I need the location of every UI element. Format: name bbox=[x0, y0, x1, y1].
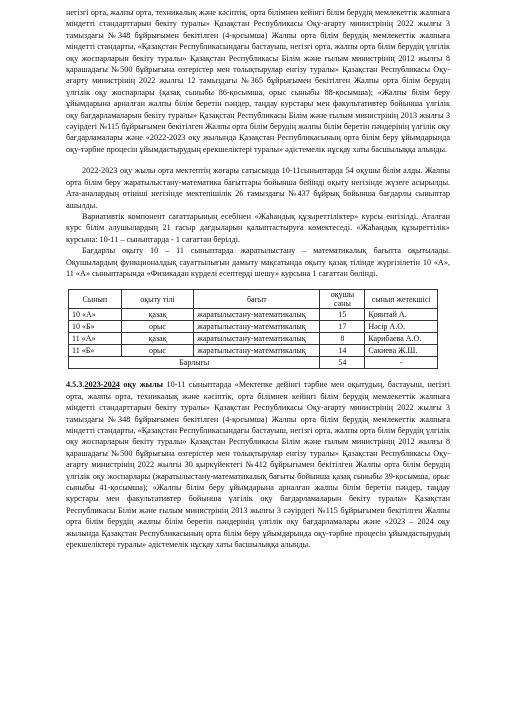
section-year-suffix: оқу жылы bbox=[119, 380, 164, 390]
section-year: 2023-2024 bbox=[84, 380, 120, 390]
table-row bbox=[69, 345, 438, 357]
section-body: 10-11 сыныптарда «Мектепке дейінгі тәрбие мен оқытудың, бастауыш, негізгі орта, жалпы орта, техникалық және кәсіптік, орта білімнен кейінгі білім берудің мемлекеттік жалпыға міндетті стандарттарын бекіту туралы» Қазақстан Республикасы Оқу-ағарту министрінің 2022 жылғы 3 тамыздағы №348 бұйрығымен бекітілген (4-қосымша) Жалпы орта білім берудің мемлекеттік жалпыға міндетті стандарты, «Қазақстан Республикасындағы бастауыш, негізгі орта, жалпы орта білім берудің үлгілік оқу жоспарларын бекіту туралы» Қазақстан Республикасы Білім және ғылым министрінің 2012 жылғы 8 қарашадағы №500 бұйрығына өзгерістер мен толықтырулар енгізу туралы» Қазақстан Республикасы Оқу-ағарту министрінің 2022 жылғы 30 қыркүйектегі №412 бұйрығымен бекітілген Жалпы орта білім берудің үлгілік оқу жоспарлары (жаратылыстану-математикалық бағыты бойынша қазақ сыныбы 39-қосымша, орыс сыныбы 41-қосымша); «Жалпы білім беру ұйымдарына арналған жалпы білім беретін пәндер, таңдау курстары мен факультативтер бойынша үлгілік оқу бағдарламаларын бекіту туралы» Қазақстан Республикасы Білім және ғылым министрінің 2013 жылғы 3 сәуірдегі №115 бұйрығымен бекітілген Жалпы орта білім берудің жалпы білім беретін пәндерінің үлгілік оқу бағдарламалары және «2023 – 2024 оқу жылында Қазақстан Республикасының орта білім беру ұйымдарында оқу-тәрбие процесін ұйымдастырудың ерекшеліктері туралы» әдістемелік нұсқау хаты басшылыққа алынды. bbox=[66, 380, 450, 550]
table-row bbox=[69, 333, 438, 345]
cell-direction: жаратылыстану-математикалық bbox=[194, 345, 320, 357]
header-language: оқыту тілі bbox=[121, 290, 193, 309]
cell-class: 10 «Б» bbox=[69, 321, 122, 333]
cell-class: 11 «А» bbox=[69, 333, 122, 345]
paragraph-profile: Бағдарлы оқыту 10 – 11 сыныптарда жаратылыстану – математикалық бағытта оқытылады. Оқушылардың функционалдық сауаттылығын дамыту мақсатында оқыту қазақ тілінде жүргізілетін 10 «А», 11 «А» сыныптарында «Физикадан күрделі есептерді шешу» курсына 1 сағаттан бөлінді. bbox=[66, 246, 450, 278]
cell-count: 15 bbox=[320, 309, 365, 321]
cell-direction: жаратылыстану-математикалық bbox=[194, 333, 320, 345]
cell-count: 8 bbox=[320, 333, 365, 345]
cell-teacher: Қоянтай А. bbox=[365, 309, 438, 321]
cell-total-count: 54 bbox=[320, 357, 365, 369]
table-row bbox=[69, 309, 438, 321]
cell-language: қазақ bbox=[121, 333, 193, 345]
cell-class: 10 «А» bbox=[69, 309, 122, 321]
cell-language: қазақ bbox=[121, 309, 193, 321]
cell-teacher: Нәсір А.О. bbox=[365, 321, 438, 333]
cell-teacher: Сакиева Ж.Ш. bbox=[365, 345, 438, 357]
header-class: Сынып bbox=[69, 290, 122, 309]
table-total-row bbox=[69, 357, 438, 369]
header-count: оқушы саны bbox=[320, 290, 365, 309]
cell-total-teacher: - bbox=[365, 357, 438, 369]
cell-language: орыс bbox=[121, 321, 193, 333]
paragraph-standards: негізгі орта, жалпы орта, техникалық және кәсіптік, орта білімнен кейінгі білім берудің мемлекеттік жалпыға міндетті стандарттарын бекіту туралы» Қазақстан Республикасы Оқу-ағарту министрінің 2022 жылғы 3 тамыздағы №348 бұйрығымен бекітілген (4-қосымша) Жалпы орта білім берудің мемлекеттік жалпыға міндетті стандарты, «Қазақстан Республикасындағы бастауыш, негізгі орта, жалпы орта білім берудің үлгілік оқу жоспарларын бекіту туралы» Қазақстан Республикасы Білім және ғылым министрінің 2012 жылғы 8 қарашадағы №500 бұйрығына өзгерістер мен толықтырулар енгізу туралы» Қазақстан Республикасы Оқу-ағарту министрінің 2022 жылғы 12 тамыздағы №365 бұйрығымен бекітілген Жалпы орта білім берудің үлгілік оқу жоспарлары (қазақ сыныбы 86-қосымша, орыс сыныбы 88-қосымша); «Жалпы білім беру ұйымдарына арналған жалпы білім беретін пәндер, таңдау курстары мен факультативтер бойынша үлгілік оқу бағдарламаларын бекіту туралы» Қазақстан Республикасы Білім және ғылым министрінің 2013 жылғы 3 сәуірдегі №115 бұйрығымен бекітілген Жалпы орта білім берудің жалпы білім беретін пәндерінің үлгілік оқу бағдарламалары және «2022-2023 оқу жылында Қазақстан Республикасының орта білім беру ұйымдарында оқу-тәрбие процесін ұйымдастырудың ерекшеліктері туралы» әдістемелік нұсқау хаты басшылыққа алынды. bbox=[66, 8, 450, 154]
table-header-row bbox=[69, 290, 438, 309]
classes-table bbox=[68, 289, 438, 369]
cell-total-label: Барлығы bbox=[69, 357, 320, 369]
header-teacher: сынып жетекшісі bbox=[365, 290, 438, 309]
cell-count: 17 bbox=[320, 321, 365, 333]
cell-class: 11 «Б» bbox=[69, 345, 122, 357]
header-direction: бағыт bbox=[194, 290, 320, 309]
paragraph-students: 2022-2023 оқу жылы орта мектептің жоғары сатысында 10-11сыныптарда 54 оқушы білім алды. Жалпы орта білім беру жаратылыстану-математика бағыттары бойынша бейінді оқыту негізінде жүзеге асырылды. Ата-аналардың өтініші негізінде мектепішілік 26 тамыздағы №437 бұйрық бойынша бағдарлы сыныптар ашылды. bbox=[66, 166, 450, 210]
cell-language: орыс bbox=[121, 345, 193, 357]
cell-teacher: Карибаева А.О. bbox=[365, 333, 438, 345]
table-row bbox=[69, 321, 438, 333]
cell-count: 14 bbox=[320, 345, 365, 357]
cell-direction: жаратылыстану-математикалық bbox=[194, 309, 320, 321]
section-paragraph bbox=[66, 379, 450, 550]
paragraph-course: Вариативтік компонент сағаттарының есебінен «Жаһандық құзыреттіліктер» курсы енгізілді. Аталған курс білім алушылардың 21 ғасыр дағдыларын қалыптастыруға көмектеседі. «Жаһандық құзыреттілік» курсына: 10-11 – сыныптарда - 1 сағаттан берілді. bbox=[66, 211, 450, 244]
cell-direction: жаратылыстану-математикалық bbox=[194, 321, 320, 333]
section-number: 4.5.3. bbox=[66, 380, 85, 390]
